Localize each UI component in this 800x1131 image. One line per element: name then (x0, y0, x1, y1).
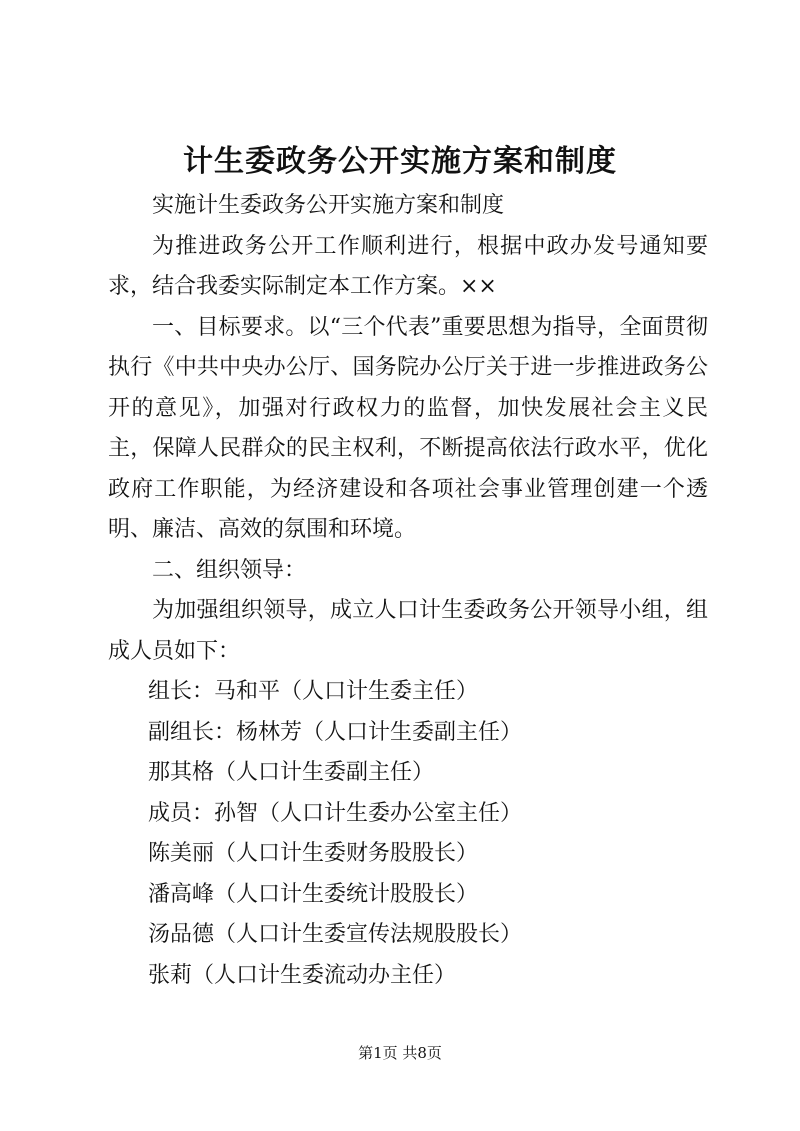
member-item: 汤品德（人口计生委宣传法规股股长） (148, 922, 523, 947)
member-item: 陈美丽（人口计生委财务股股长） (148, 841, 479, 866)
paragraph-organization-heading: 二、组织领导： (152, 557, 307, 583)
member-item: 副组长：杨林芳（人口计生委副主任） (148, 719, 523, 745)
member-item: 张莉（人口计生委流动办主任） (148, 962, 457, 988)
member-list (108, 672, 708, 996)
paragraph-organization: 为加强组织领导，成立人口计生委政务公开领导小组，组成人员如下： (108, 598, 708, 664)
member-item: 成员：孙智（人口计生委办公室主任） (148, 800, 523, 826)
paragraph-purpose: 为推进政务公开工作顺利进行，根据中政办发号通知要求，结合我委实际制定本工作方案。×× (108, 233, 708, 299)
paragraph-objectives: 一、目标要求。以“三个代表”重要思想为指导，全面贯彻执行《中共中央办公厅、国务院办公厅关于进一步推进政务公开的意见》，加强对行政权力的监督，加快发展社会主义民主，保障人民群众的民主权利，不断提高依法行政水平，优化政府工作职能，为经济建设和各项社会事业管理创建一个透明、廉洁、高效的氛围和环境。 (108, 314, 708, 542)
document-title: 计生委政务公开实施方案和制度 (183, 144, 617, 179)
member-item: 那其格（人口计生委副主任） (148, 760, 435, 785)
paragraph-subtitle: 实施计生委政务公开实施方案和制度 (152, 193, 505, 218)
member-item: 组长：马和平（人口计生委主任） (148, 679, 479, 704)
document-body (108, 186, 708, 996)
member-item: 潘高峰（人口计生委统计股股长） (148, 881, 479, 907)
page-number-footer: 第1页 共8页 (358, 1044, 442, 1062)
